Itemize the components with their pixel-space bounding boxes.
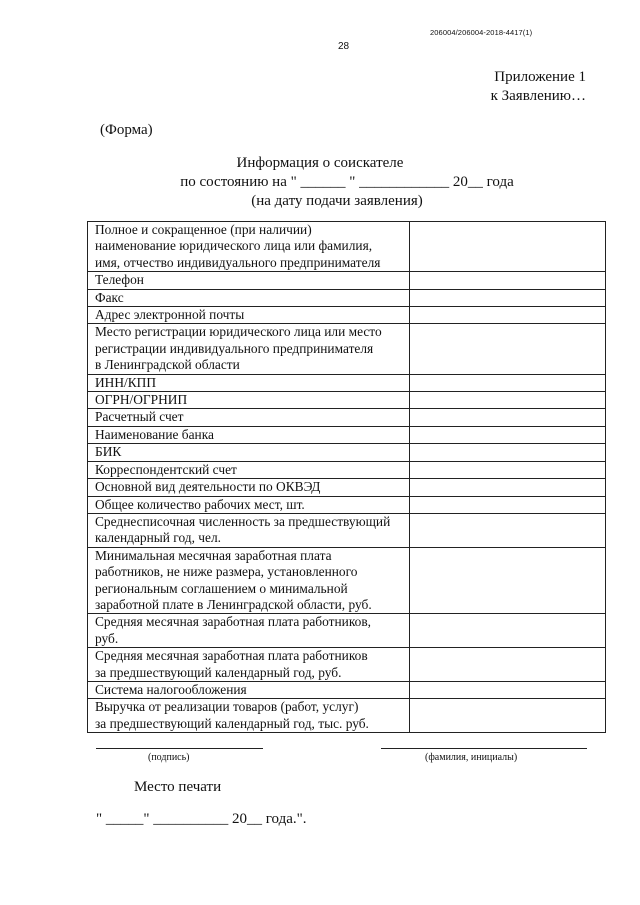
field-value-cell[interactable] [410, 289, 606, 306]
page-number: 28 [338, 41, 350, 52]
signing-date-line: " _____" __________ 20__ года.". [96, 811, 307, 827]
field-label: Среднесписочная численность за предшествующий календарный год, чел. [88, 513, 410, 547]
table-row [88, 272, 606, 289]
field-label: Общее количество рабочих мест, шт. [88, 496, 410, 513]
field-label: Корреспондентский счет [88, 461, 410, 478]
appendix-line-2: к Заявлению… [490, 88, 586, 104]
document-id: 206004/206004-2018-4417(1) [430, 28, 533, 37]
field-value-cell[interactable] [410, 374, 606, 391]
table-row [88, 409, 606, 426]
field-label: Основной вид деятельности по ОКВЭД [88, 479, 410, 496]
field-label: Расчетный счет [88, 409, 410, 426]
field-label: Средняя месячная заработная плата работников, руб. [88, 614, 410, 648]
field-value-cell[interactable] [410, 547, 606, 614]
name-initials-caption: (фамилия, инициалы) [425, 752, 518, 763]
table-row [88, 324, 606, 374]
field-value-cell[interactable] [410, 222, 606, 272]
page-title: Информация о соискателе [236, 155, 404, 171]
table-row [88, 648, 606, 682]
field-value-cell[interactable] [410, 648, 606, 682]
field-value-cell[interactable] [410, 699, 606, 733]
name-initials-line [381, 748, 587, 749]
table-row [88, 547, 606, 614]
stamp-place-label: Место печати [134, 779, 222, 795]
table-row [88, 392, 606, 409]
signature-caption: (подпись) [148, 752, 190, 763]
field-label: ИНН/КПП [88, 374, 410, 391]
table-row [88, 681, 606, 698]
field-label: Адрес электронной почты [88, 307, 410, 324]
field-label: Телефон [88, 272, 410, 289]
table-row [88, 479, 606, 496]
field-value-cell[interactable] [410, 444, 606, 461]
table-row [88, 461, 606, 478]
field-value-cell[interactable] [410, 392, 606, 409]
field-label: Система налогообложения [88, 681, 410, 698]
field-label: Факс [88, 289, 410, 306]
field-label: БИК [88, 444, 410, 461]
field-value-cell[interactable] [410, 307, 606, 324]
table-row [88, 426, 606, 443]
table-row [88, 699, 606, 733]
appendix-line-1: Приложение 1 [494, 69, 586, 85]
table-row [88, 513, 606, 547]
field-value-cell[interactable] [410, 324, 606, 374]
table-row [88, 444, 606, 461]
field-value-cell[interactable] [410, 513, 606, 547]
as-of-date-line: по состоянию на " ______ " ____________ 20__ года [180, 174, 514, 190]
field-value-cell[interactable] [410, 681, 606, 698]
field-value-cell[interactable] [410, 614, 606, 648]
field-value-cell[interactable] [410, 426, 606, 443]
table-row [88, 289, 606, 306]
date-note: (на дату подачи заявления) [251, 193, 423, 209]
applicant-info-table [87, 221, 606, 733]
field-label: Наименование банка [88, 426, 410, 443]
field-value-cell[interactable] [410, 409, 606, 426]
form-label: (Форма) [100, 122, 153, 138]
field-label: ОГРН/ОГРНИП [88, 392, 410, 409]
field-label: Минимальная месячная заработная плата работников, не ниже размера, установленного региональным соглашением о минимальной заработной плате в Ленинградской области, руб. [88, 547, 410, 614]
field-value-cell[interactable] [410, 272, 606, 289]
field-value-cell[interactable] [410, 479, 606, 496]
table-row [88, 374, 606, 391]
field-label: Средняя месячная заработная плата работников за предшествующий календарный год, руб. [88, 648, 410, 682]
field-label: Полное и сокращенное (при наличии) наименование юридического лица или фамилия, имя, отчество индивидуального предпринимателя [88, 222, 410, 272]
signature-line [96, 748, 263, 749]
table-row [88, 614, 606, 648]
field-label: Выручка от реализации товаров (работ, услуг) за предшествующий календарный год, тыс. руб. [88, 699, 410, 733]
appendix-reference [491, 68, 586, 106]
table-row [88, 496, 606, 513]
table-row [88, 222, 606, 272]
field-label: Место регистрации юридического лица или место регистрации индивидуального предпринимателя в Ленинградской области [88, 324, 410, 374]
field-value-cell[interactable] [410, 461, 606, 478]
field-value-cell[interactable] [410, 496, 606, 513]
table-row [88, 307, 606, 324]
